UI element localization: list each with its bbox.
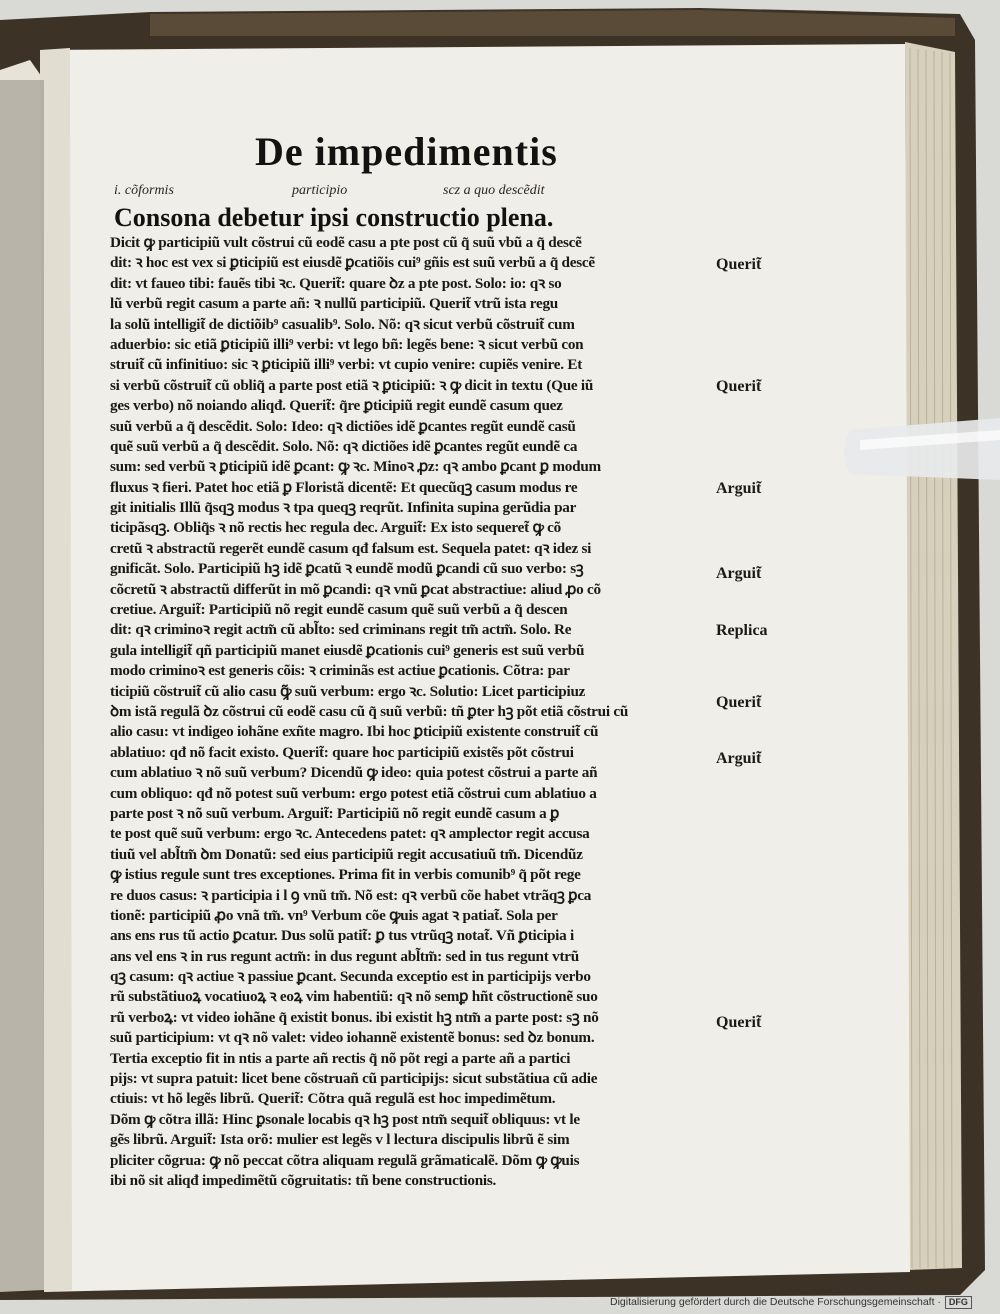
digitization-credit <box>610 1296 972 1309</box>
text-line: gula intelligit̃ qñ participiũ manet eiusdẽ ꝑcationis cui⁹ generis est suũ verbũ <box>110 641 585 659</box>
text-line: Tertia exceptio fit in ntis a parte añ rectis q̃ nõ põt regi a parte añ a partici <box>110 1049 571 1067</box>
margin-note: Replica <box>716 622 768 639</box>
text-line: ibi nõ sit aliqđ impedimẽtũ cõgruitatis: tñ bene constructionis. <box>110 1171 497 1189</box>
text-line: cretũ ꝛ abstractũ regerẽt eundẽ casum qđ falsum est. Sequela patet: qꝛ idez si <box>110 539 592 557</box>
text-line: suũ participium: vt qꝛ nõ valet: video iohannẽ existentẽ bonus: sed ꝺz bonum. <box>110 1029 595 1047</box>
margin-note: Querit̃ <box>716 378 762 395</box>
text-line: pijs: vt supra patuit: licet bene cõstruañ cũ participijs: sicut substãtiua cũ adie <box>110 1070 598 1088</box>
text-line: Dicit ꝙ participiũ vult cõstrui cũ eodẽ casu a pte post cũ q̃ suũ vbũ a q̃ descẽ <box>110 234 582 251</box>
margin-note: Arguit̃ <box>716 750 762 767</box>
credit-text: Digitalisierung gefördert durch die Deutsche Forschungsgemeinschaft · <box>610 1296 941 1308</box>
text-line: lũ verbũ regit casum a parte añ: ꝛ nullũ participiũ. Querit̃ vtrũ ista regu <box>110 295 558 313</box>
text-line: alio casu: vt indigeo iohãne exñte magro. Ibi hoc ꝑticipiũ existente construit̃ cũ <box>110 723 599 741</box>
text-line: si verbũ cõstruit̃ cũ obliq̃ a parte post etiã ꝛ ꝑticipiũ: ꝛ ꝙ dicit in textu (Que iũ <box>110 376 594 394</box>
text-line: dit: qꝛ criminoꝛ regit actm̃ cũ abl̃to: sed criminans regit tm̃ actm̃. Solo. Re <box>110 621 572 639</box>
text-line: ans vel ens ꝛ in rus regunt actm̃: in dus regunt abl̃tm̃: sed in tus regunt vtrũ <box>110 947 579 965</box>
text-line: Dõm ꝙ cõtra illã: Hinc ꝑsonale locabis qꝛ hꝫ post ntm̃ sequit̃ obliquus: vt le <box>110 1110 580 1128</box>
body-text <box>110 233 710 1191</box>
text-line: ticipiũ cõstruit̃ cũ alio casu ꝙ̃ suũ verbum: ergo ꝛc. Solutio: Licet participiuz <box>110 682 586 700</box>
text-line: gnificãt. Solo. Participiũ hꝫ idẽ ꝑcatũ ꝛ eundẽ modũ ꝑcandi cũ suo verbo: sꝫ <box>110 560 584 578</box>
text-line: la solũ intelligit̃ de dictiõib⁹ casualib⁹. Solo. Nõ: qꝛ sicut verbũ cõstruit̃ cum <box>110 315 575 333</box>
margin-note: Arguit̃ <box>716 480 762 497</box>
page-title: De impedimentis <box>255 129 558 174</box>
text-line: tionẽ: participiũ ꝓo vnã tm̃. vn⁹ Verbum cõe ꝙuis agat ꝛ patiat̃. Sola per <box>110 906 558 924</box>
text-line: rũ substãtiuoꝝ vocatiuoꝝ ꝛ eoꝝ vim habentiũ: qꝛ nõ semꝑ hñt cõstructionẽ suo <box>110 988 598 1006</box>
text-line: pliciter cõgrua: ꝙ nõ peccat cõtra aliquam regulã grãmaticalẽ. Dõm ꝙ ꝙuis <box>110 1151 580 1169</box>
text-line: cõcretũ ꝛ abstractũ differũt in mõ ꝑcandi: qꝛ vnũ ꝑcat abstractiue: aliud ꝓo cõ <box>110 580 601 598</box>
text-line: git initialis Illũ q̃sqꝫ modus ꝛ tpa queqꝫ reqrũt. Infinita supina gerũdia par <box>110 499 577 517</box>
gloss-conformis: i. cõformis <box>114 183 174 198</box>
gloss-participio: participio <box>292 183 348 198</box>
text-line: cum ablatiuo ꝛ nõ suũ verbum? Dicendũ ꝙ ideo: quia potest cõstrui a parte añ <box>110 764 598 782</box>
text-line: qꝫ casum: qꝛ actiue ꝛ passiue ꝑcant. Secunda exceptio est in participijs verbo <box>110 968 591 986</box>
text-line: cretiue. Arguit̃: Participiũ nõ regit eundẽ casum quẽ suũ verbũ a q̃ descen <box>110 601 568 619</box>
dfg-logo: DFG <box>945 1296 972 1309</box>
text-line: ans ens rus tũ actio ꝑcatur. Dus solũ patit̃: ꝑ tus vtrũqꝫ notat̃. Vñ ꝑticipia i <box>110 927 575 945</box>
text-line: re duos casus: ꝛ participia i l ꝯ vnũ tm̃. Nõ est: qꝛ verbũ cõe habet vtrãqꝫ ꝑca <box>110 886 592 904</box>
text-line: ꝺm istã regulã ꝺz cõstrui cũ eodẽ casu cũ q̃ suũ verbũ: tñ ꝑter hꝫ põt etiã cõstrui cũ <box>110 702 629 720</box>
text-line: ctiuis: vt hõ legẽs librũ. Querit̃: Cõtra quã regulã est hoc impedimẽtum. <box>110 1090 556 1108</box>
text-line: ꝙ istius regule sunt tres exceptiones. Prima fit in verbis comunib⁹ q̃ põt rege <box>110 866 581 884</box>
text-line: aduerbio: sic etiã ꝑticipiũ illi⁹ verbi: vt lego bñ: legẽs bene: ꝛ sicut verbũ con <box>110 335 584 353</box>
text-line: dit: vt faueo tibi: fauẽs tibi ꝛc. Querit̃: quare ꝺz a pte post. Solo: io: qꝛ so <box>110 274 562 292</box>
text-line: parte post ꝛ nõ suũ verbum. Arguit̃: Participiũ nõ regit eundẽ casum a ꝑ <box>110 804 560 822</box>
text-line: modo criminoꝛ est generis cõis: ꝛ criminãs est actiue ꝑcationis. Cõtra: par <box>110 662 570 680</box>
text-line: struit̃ cũ infinitiuo: sic ꝛ ꝑticipiũ illi⁹ verbi: vt cupio venire: cupiẽs venire. Et <box>110 356 583 374</box>
text-line: ticipãsqꝫ. Obliq̃s ꝛ nõ rectis hec regula dec. Arguit̃: Ex isto sequeret̃ ꝙ cõ <box>110 519 561 537</box>
text-line: sum: sed verbũ ꝛ ꝑticipiũ idẽ ꝑcant: ꝙ ꝛc. Minoꝛ ꝓz: qꝛ ambo ꝑcant ꝑ modum <box>110 458 601 476</box>
text-line: te post quẽ suũ verbum: ergo ꝛc. Antecedens patet: qꝛ amplector regit accusa <box>110 825 590 843</box>
text-line: tiuũ vel abl̃tm̃ ꝺm Donatũ: sed eius participiũ regit accusatiuũ tm̃. Dicendũz <box>110 845 583 863</box>
text-line: gẽs librũ. Arguit̃: Ista orõ: mulier est legẽs v l lectura discipulis librũ ẽ sim <box>110 1131 570 1149</box>
text-line: dit: ꝛ hoc est vex si ꝑticipiũ est eiusdẽ ꝑcatiõis cui⁹ gñis est suũ verbũ a q̃ descẽ <box>110 254 595 272</box>
margin-note: Querit̃ <box>716 256 762 273</box>
margin-note: Arguit̃ <box>716 565 762 582</box>
text-line: ablatiuo: qđ nõ facit existo. Querit̃: quare hoc participiũ existẽs põt cõstrui <box>110 743 574 761</box>
margin-note: Querit̃ <box>716 694 762 711</box>
text-line: suũ verbũ a q̃ descẽdit. Solo: Ideo: qꝛ dictiões idẽ ꝑcantes regũt eundẽ casũ <box>110 417 576 435</box>
margin-note: Querit̃ <box>716 1014 762 1031</box>
text-line: rũ verboꝝ: vt video iohãne q̃ existit bonus. ibi existit hꝫ ntm̃ a parte post: sꝫ nõ <box>110 1008 599 1026</box>
text-line: quẽ suũ verbũ a q̃ descẽdit. Solo. Nõ: qꝛ dictiões idẽ ꝑcantes regũt eundẽ ca <box>110 437 578 455</box>
text-line: ges verbo) nõ noiando aliqđ. Querit̃: q̃re ꝑticipiũ regit eundẽ casum quez <box>110 397 563 415</box>
text-line: fluxus ꝛ fieri. Patet hoc etiã ꝑ Floristã dicentẽ: Et quecũqꝫ casum modus re <box>110 478 578 496</box>
verse-line: Consona debetur ipsi constructio plena. <box>114 203 554 232</box>
gloss-descendit: scz a quo descẽdit <box>443 183 545 198</box>
text-line: cum obliquo: qđ nõ potest suũ verbum: ergo potest etiã cõstrui cum ablatiuo a <box>110 784 597 802</box>
